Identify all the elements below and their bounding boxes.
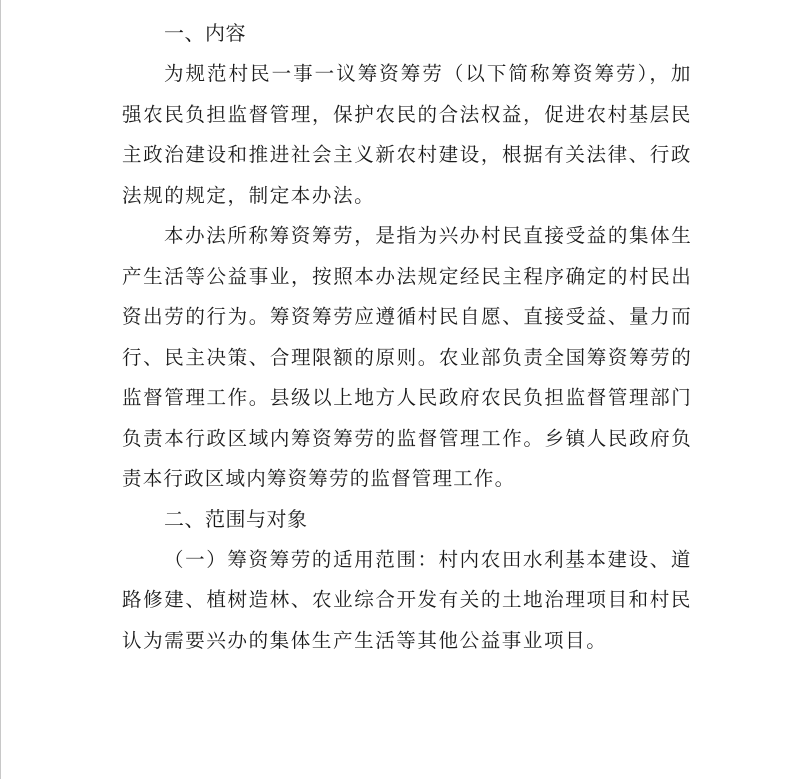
paragraph-definition: 本办法所称筹资筹劳，是指为兴办村民直接受益的集体生产生活等公益事业，按照本办法规定经民主程序确定的村民出资出劳的行为。筹资筹劳应遵循村民自愿、直接受益、量力而行、民主决策、合理限额的原则。农业部负责全国筹资筹劳的监督管理工作。县级以上地方人民政府农民负担监督管理部门负责本行政区域内筹资筹劳的监督管理工作。乡镇人民政府负责本行政区域内筹资筹劳的监督管理工作。 bbox=[122, 224, 692, 490]
section-heading-scope: 二、范围与对象 bbox=[164, 506, 308, 531]
document-body bbox=[122, 14, 692, 661]
section-heading-content: 一、内容 bbox=[164, 21, 246, 45]
paragraph-purpose: 为规范村民一事一议筹资筹劳（以下简称筹资筹劳），加强农民负担监督管理，保护农民的合法权益，促进农村基层民主政治建设和推进社会主义新农村建设，根据有关法律、行政法规的规定，制定本办法。 bbox=[122, 62, 692, 207]
paragraph-scope: （一）筹资筹劳的适用范围：村内农田水利基本建设、道路修建、植树造林、农业综合开发有关的土地治理项目和村民认为需要兴办的集体生产生活等其他公益事业项目。 bbox=[122, 547, 692, 652]
